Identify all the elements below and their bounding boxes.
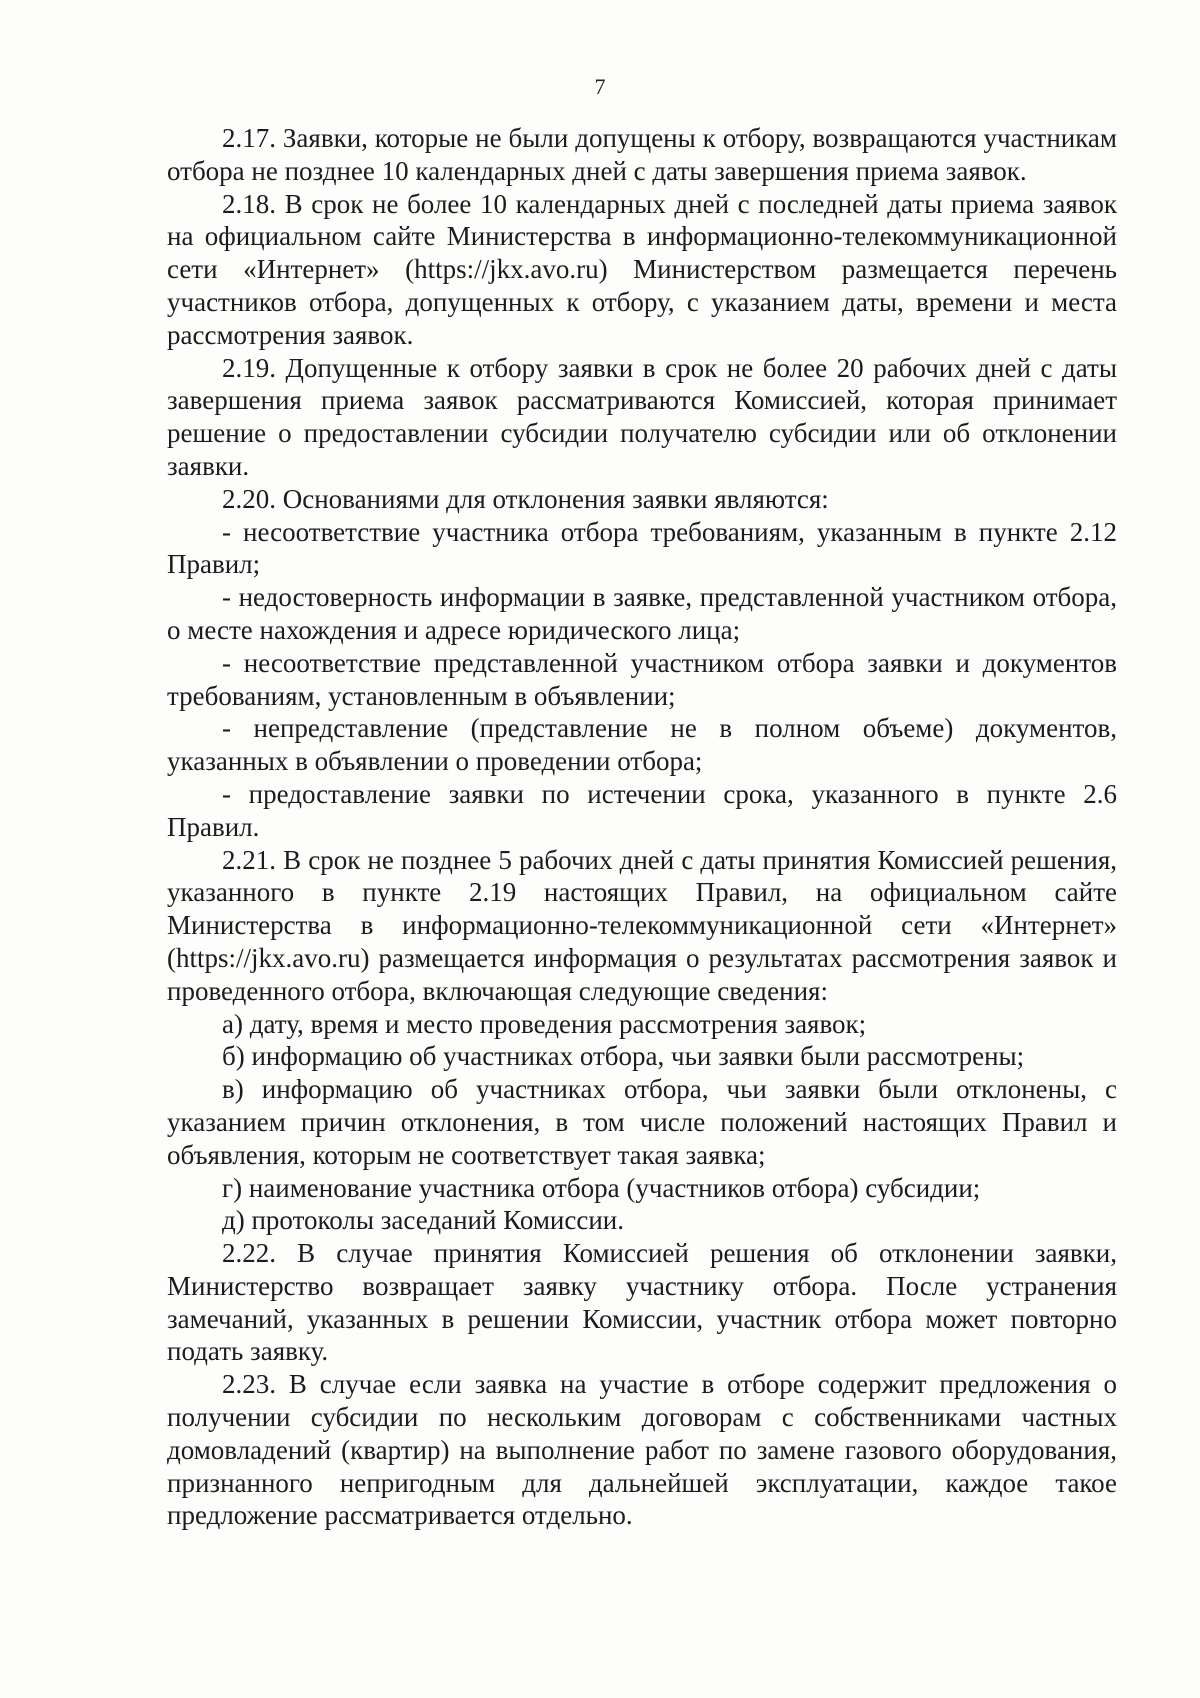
list-item: - несоответствие представленной участником отбора заявки и документов требованиям, установленным в объявлении; <box>167 647 1117 711</box>
list-item: - непредставление (представление не в полном объеме) документов, указанных в объявлении о проведении отбора; <box>167 713 1117 777</box>
document-body <box>167 122 1117 1532</box>
list-item: - недостоверность информации в заявке, представленной участником отбора, о месте нахождения и адресе юридического лица; <box>167 582 1117 645</box>
page-number: 7 <box>594 74 606 99</box>
paragraph-2-17: 2.17. Заявки, которые не были допущены к отбору, возвращаются участникам отбора не позднее 10 календарных дней с даты завершения приема заявок. <box>167 123 1117 186</box>
paragraph-2-19: 2.19. Допущенные к отбору заявки в срок не более 20 рабочих дней с даты завершения приема заявок рассматриваются Комиссией, которая принимает решение о предоставлении субсидии получателю субсидии или об отклонении заявки. <box>167 352 1117 481</box>
list-item: д) протоколы заседаний Комиссии. <box>222 1205 624 1236</box>
list-item: г) наименование участника отбора (участников отбора) субсидии; <box>222 1172 981 1203</box>
paragraph-2-22: 2.22. В случае принятия Комиссией решения об отклонении заявки, Министерство возвращает заявку участнику отбора. После устранения замечаний, указанных в решении Комиссии, участник отбора может повторно подать заявку. <box>167 1238 1117 1367</box>
list-item: а) дату, время и место проведения рассмотрения заявок; <box>222 1008 867 1039</box>
list-item: - предоставление заявки по истечении срока, указанного в пункте 2.6 Правил. <box>167 778 1117 842</box>
paragraph-2-18: 2.18. В срок не более 10 календарных дней с последней даты приема заявок на официальном сайте Министерства в информационно-телекоммуникационной сети «Интернет» (https://jkx.avo.ru) Министерством размещается перечень участников отбора, допущенных к отбору, с указанием даты, времени и места рассмотрения заявок. <box>167 188 1117 350</box>
paragraph-2-23: 2.23. В случае если заявка на участие в отборе содержит предложения о получении субсидии по нескольким договорам с собственниками частных домовладений (квартир) на выполнение работ по замене газового оборудования, признанного непригодным для дальнейшей эксплуатации, каждое такое предложение рассматривается отдельно. <box>167 1369 1117 1531</box>
list-item: - несоответствие участника отбора требованиям, указанным в пункте 2.12 Правил; <box>167 516 1117 580</box>
paragraph-2-20: 2.20. Основаниями для отклонения заявки являются: <box>222 483 829 514</box>
list-item: б) информацию об участниках отбора, чьи заявки были рассмотрены; <box>222 1041 1025 1072</box>
list-item: в) информацию об участниках отбора, чьи заявки были отклонены, с указанием причин отклонения, в том числе положений настоящих Правил и объявления, которым не соответствует такая заявка; <box>167 1074 1117 1170</box>
paragraph-2-21: 2.21. В срок не позднее 5 рабочих дней с даты принятия Комиссией решения, указанного в пункте 2.19 настоящих Правил, на официальном сайте Министерства в информационно-телекоммуникационной сети «Интернет» (https://jkx.avo.ru) размещается информация о результатах рассмотрения заявок и проведенного отбора, включающая следующие сведения: <box>167 844 1117 1006</box>
